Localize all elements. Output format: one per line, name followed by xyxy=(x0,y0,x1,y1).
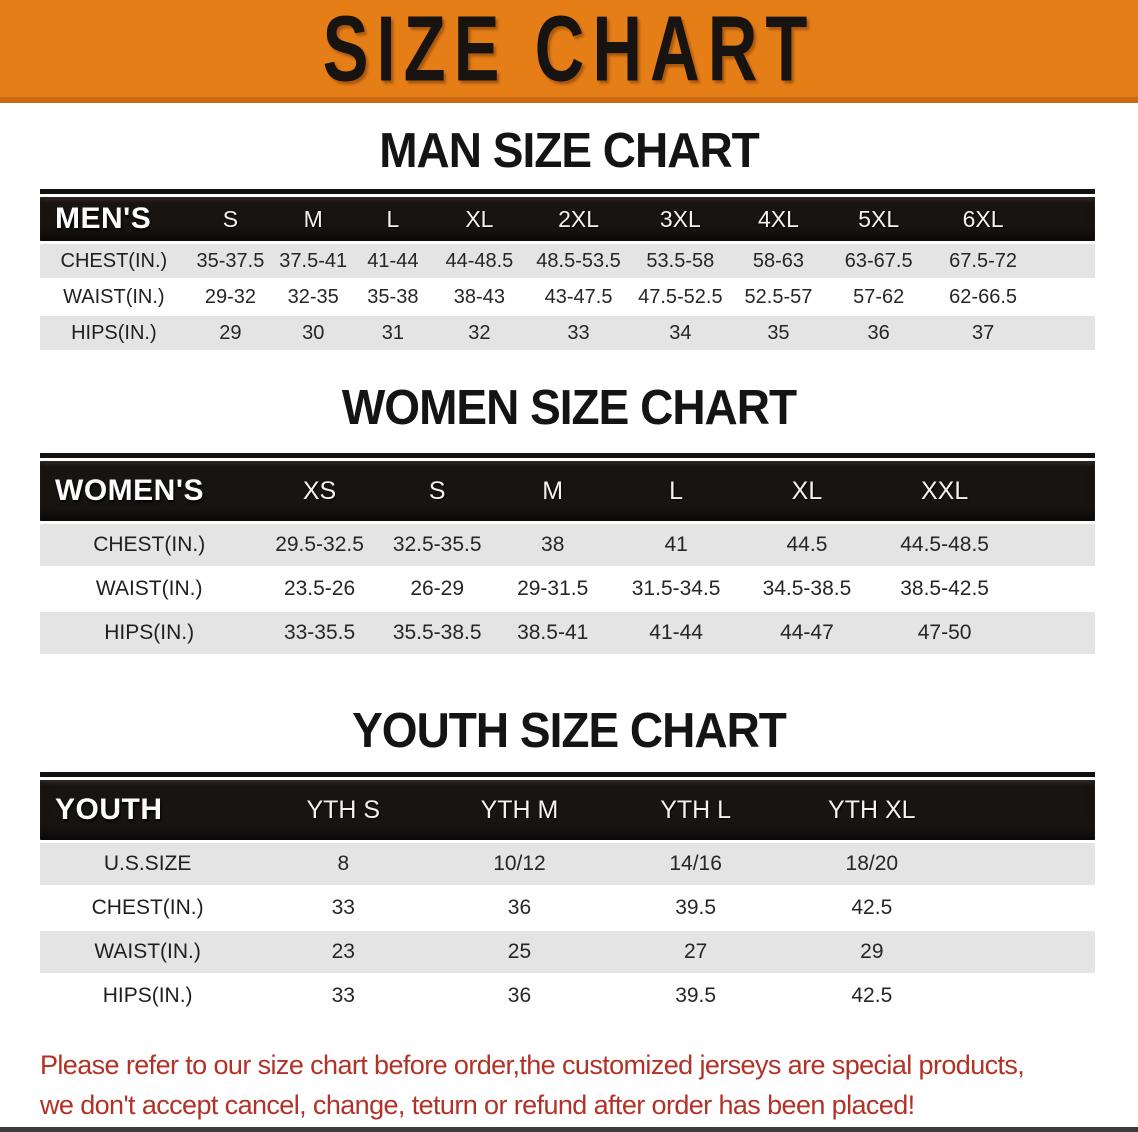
cell-value: 31 xyxy=(381,321,404,344)
row-label: CHEST(IN.) xyxy=(91,896,204,919)
section-heading xyxy=(0,122,1138,178)
column-header: XL xyxy=(465,205,494,232)
cell-value: 42.5 xyxy=(851,896,893,919)
column-header: XS xyxy=(302,476,337,505)
table-row xyxy=(40,887,1095,929)
row-label: U.S.SIZE xyxy=(103,852,192,875)
cell-value: 33 xyxy=(331,896,355,919)
cell-value: 44-48.5 xyxy=(445,249,514,272)
cell-value: 10/12 xyxy=(493,852,546,875)
table-header-label: WOMEN'S xyxy=(55,474,204,507)
cell-value: 23.5-26 xyxy=(283,577,356,600)
table-row xyxy=(40,244,1095,278)
size-table-man-size-chart xyxy=(40,189,1095,352)
cell-value: 42.5 xyxy=(851,984,893,1007)
table-header-row xyxy=(40,461,1095,521)
row-label: HIPS(IN.) xyxy=(71,321,157,344)
row-label: WAIST(IN.) xyxy=(63,285,165,308)
column-header: L xyxy=(669,476,684,505)
cell-value: 33 xyxy=(567,321,590,344)
cell-value: 33 xyxy=(331,984,355,1007)
cell-value: 52.5-57 xyxy=(744,285,813,308)
table-row xyxy=(40,568,1095,610)
column-header: YTH L xyxy=(660,795,732,824)
size-table-women-size-chart xyxy=(40,453,1095,656)
disclaimer-line-1: Please refer to our size chart before order,the customized jerseys are special products, xyxy=(40,1050,1025,1080)
cell-value: 44-47 xyxy=(780,621,834,644)
row-label: HIPS(IN.) xyxy=(104,621,195,644)
section-heading xyxy=(0,702,1138,758)
cell-value: 34 xyxy=(669,321,692,344)
disclaimer xyxy=(40,1045,1138,1125)
cell-value: 29-32 xyxy=(204,285,256,308)
cell-value: 8 xyxy=(337,852,350,875)
column-header: 4XL xyxy=(757,205,799,232)
table-row xyxy=(40,280,1095,314)
cell-value: 38 xyxy=(541,533,565,556)
disclaimer-line-2: we don't accept cancel, change, teturn or refund after order has been placed! xyxy=(40,1090,915,1120)
row-label: WAIST(IN.) xyxy=(95,577,203,600)
cell-value: 29.5-32.5 xyxy=(275,533,364,556)
column-header: YTH XL xyxy=(828,795,916,824)
column-header: S xyxy=(222,205,239,232)
cell-value: 32-35 xyxy=(287,285,339,308)
cell-value: 37 xyxy=(971,321,995,344)
table-row xyxy=(40,316,1095,350)
column-header: L xyxy=(386,205,400,232)
cell-value: 29-31.5 xyxy=(517,577,589,600)
cell-value: 32 xyxy=(468,321,491,344)
table-top-rule xyxy=(40,189,1095,194)
cell-value: 30 xyxy=(302,321,325,344)
cell-value: 53.5-58 xyxy=(646,249,715,272)
cell-value: 39.5 xyxy=(675,896,717,919)
table-header-label: MEN'S xyxy=(55,202,152,235)
cell-value: 44.5 xyxy=(786,533,828,556)
row-label: CHEST(IN.) xyxy=(93,533,206,556)
column-header: 2XL xyxy=(558,205,600,232)
cell-value: 25 xyxy=(507,940,532,963)
cell-value: 35.5-38.5 xyxy=(392,621,482,644)
table-header-label: YOUTH xyxy=(55,793,163,826)
cell-value: 32.5-35.5 xyxy=(392,533,482,556)
cell-value: 47.5-52.5 xyxy=(638,285,723,308)
cell-value: 29 xyxy=(219,321,242,344)
column-header: 3XL xyxy=(659,205,701,232)
cell-value: 27 xyxy=(683,940,708,963)
cell-value: 43-47.5 xyxy=(544,285,613,308)
table-row xyxy=(40,843,1095,885)
cell-value: 14/16 xyxy=(669,852,722,875)
cell-value: 38.5-41 xyxy=(517,621,589,644)
cell-value: 63-67.5 xyxy=(844,249,913,272)
cell-value: 29 xyxy=(860,940,884,963)
cell-value: 67.5-72 xyxy=(949,249,1018,272)
table-row xyxy=(40,931,1095,973)
size-chart-sections xyxy=(0,122,1138,1019)
cell-value: 36 xyxy=(507,984,532,1007)
cell-value: 23 xyxy=(331,940,355,963)
cell-value: 48.5-53.5 xyxy=(536,249,621,272)
column-header: S xyxy=(428,476,446,505)
column-header: 5XL xyxy=(858,205,900,232)
section-heading-text: WOMEN SIZE CHART xyxy=(341,379,797,435)
youth-size-chart-section xyxy=(0,702,1138,1019)
section-heading-text: YOUTH SIZE CHART xyxy=(352,702,786,758)
column-header: M xyxy=(542,476,564,505)
cell-value: 62-66.5 xyxy=(949,285,1018,308)
column-header: YTH S xyxy=(306,795,381,824)
cell-value: 37.5-41 xyxy=(279,249,348,272)
column-header: YTH M xyxy=(480,795,559,824)
row-label: CHEST(IN.) xyxy=(60,249,168,272)
section-heading xyxy=(0,379,1138,435)
cell-value: 33-35.5 xyxy=(283,621,356,644)
bottom-edge-strip xyxy=(0,1127,1138,1132)
section-heading-text: MAN SIZE CHART xyxy=(379,122,759,178)
column-header: M xyxy=(303,205,323,232)
cell-value: 36 xyxy=(867,321,890,344)
banner-title: SIZE CHART xyxy=(322,0,816,101)
cell-value: 38.5-42.5 xyxy=(900,577,989,600)
cell-value: 35 xyxy=(767,321,790,344)
size-table-youth-size-chart xyxy=(40,772,1095,1019)
table-row xyxy=(40,975,1095,1017)
cell-value: 44.5-48.5 xyxy=(900,533,989,556)
column-header: XXL xyxy=(920,476,969,505)
cell-value: 34.5-38.5 xyxy=(762,577,852,600)
women-size-chart-section xyxy=(0,379,1138,656)
cell-value: 26-29 xyxy=(410,577,465,600)
cell-value: 57-62 xyxy=(853,285,905,308)
cell-value: 36 xyxy=(507,896,532,919)
row-label: HIPS(IN.) xyxy=(102,984,193,1007)
cell-value: 39.5 xyxy=(675,984,717,1007)
cell-value: 41 xyxy=(664,533,688,556)
table-body xyxy=(40,843,1095,1019)
cell-value: 18/20 xyxy=(845,852,899,875)
cell-value: 35-38 xyxy=(367,285,419,308)
row-label: WAIST(IN.) xyxy=(94,940,201,963)
size-chart-banner xyxy=(0,0,1138,103)
column-header: XL xyxy=(791,476,823,505)
cell-value: 47-50 xyxy=(917,621,972,644)
table-body xyxy=(40,244,1095,352)
column-header: 6XL xyxy=(962,205,1004,232)
cell-value: 35-37.5 xyxy=(196,249,265,272)
table-top-rule xyxy=(40,453,1095,458)
cell-value: 38-43 xyxy=(453,285,505,308)
cell-value: 41-44 xyxy=(649,621,703,644)
cell-value: 41-44 xyxy=(367,249,419,272)
table-body xyxy=(40,524,1095,656)
table-top-rule xyxy=(40,772,1095,777)
table-row xyxy=(40,612,1095,654)
cell-value: 31.5-34.5 xyxy=(631,577,721,600)
man-size-chart-section xyxy=(0,122,1138,352)
table-header-row xyxy=(40,197,1095,241)
table-row xyxy=(40,524,1095,566)
cell-value: 58-63 xyxy=(752,249,805,272)
table-header-row xyxy=(40,780,1095,840)
